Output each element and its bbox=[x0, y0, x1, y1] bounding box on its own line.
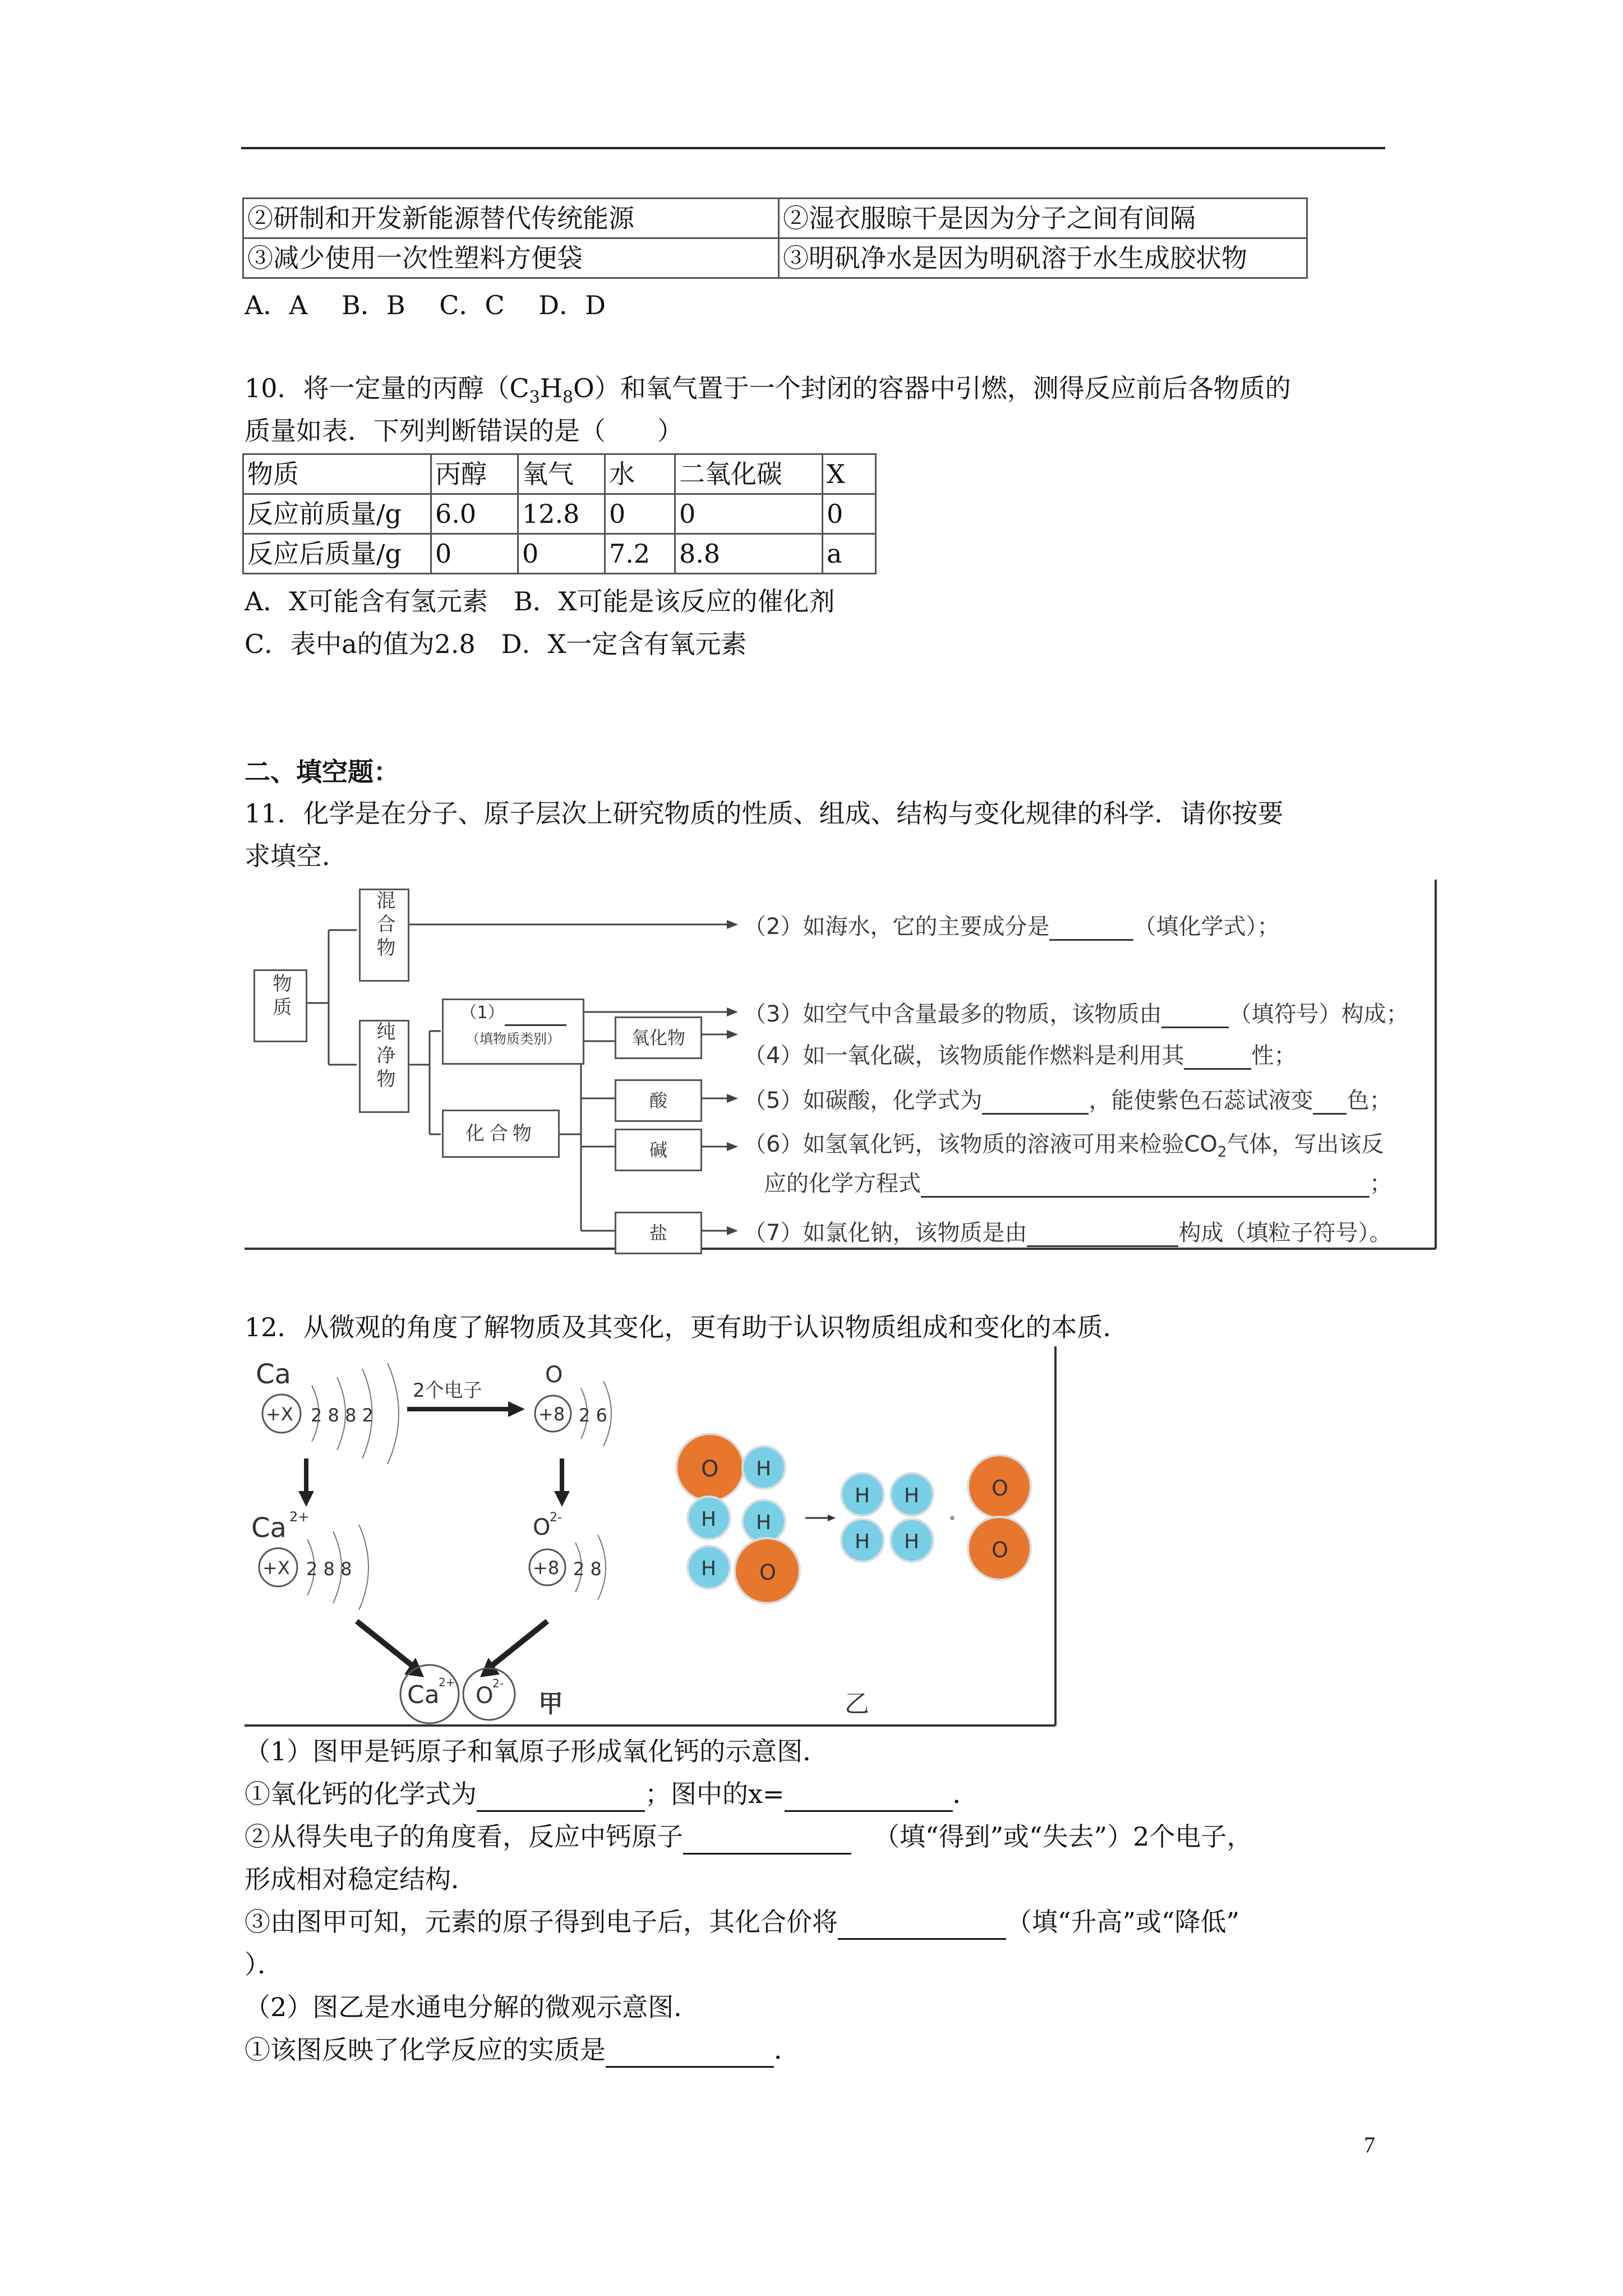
table-row bbox=[243, 534, 876, 574]
box-label: 氧化物 bbox=[631, 1027, 685, 1048]
answer-blank bbox=[785, 1782, 953, 1812]
nucleus-charge: +X bbox=[266, 1404, 293, 1425]
section-title: 二、填空题： bbox=[245, 757, 399, 787]
box-label: 物质 bbox=[269, 973, 292, 1020]
subscript: 8 bbox=[562, 388, 574, 408]
table-cell: ③减少使用一次性塑料方便袋 bbox=[243, 238, 779, 278]
hydrogen-molecule-1 bbox=[841, 1473, 884, 1562]
table-cell: a bbox=[823, 534, 876, 574]
text-fragment: ②从得失电子的角度看，反应中钙原子 bbox=[245, 1821, 683, 1852]
atom-label: H bbox=[855, 1530, 870, 1553]
item-text: 气体，写出该反 bbox=[1227, 1131, 1384, 1157]
table-header: 丙醇 bbox=[431, 454, 518, 494]
product-o-symbol: O bbox=[476, 1683, 494, 1709]
atom-label: O bbox=[992, 1538, 1008, 1562]
item-text: （4）如一氧化碳，该物质能作燃料是利用其 bbox=[744, 1043, 1184, 1069]
text-fragment: ③由图甲可知，元素的原子得到电子后，其化合价将 bbox=[245, 1907, 838, 1937]
text-fragment: ． bbox=[952, 1779, 979, 1809]
q9-options: A．A B．B C．C D．D bbox=[245, 290, 606, 320]
item-text: （7）如氯化钠，该物质是由 bbox=[744, 1220, 1027, 1246]
box-mixture bbox=[359, 889, 409, 982]
table-cell: 0 bbox=[675, 494, 823, 534]
text-fragment: ①氧化钙的化学式为 bbox=[245, 1779, 477, 1809]
blank-line bbox=[1049, 917, 1133, 941]
table-header: 水 bbox=[605, 454, 675, 494]
answer-blank bbox=[606, 2038, 774, 2068]
table-cell: 12.8 bbox=[518, 494, 605, 534]
q12-figure bbox=[245, 1346, 1058, 1728]
table-row bbox=[243, 494, 876, 534]
text-fragment: （填“得到”或“失去”）2个电子， bbox=[874, 1821, 1253, 1852]
item-text: （6）如氢氧化钙，该物质的溶液可用来检验CO bbox=[744, 1131, 1218, 1157]
table-header: X bbox=[823, 454, 876, 494]
ion-charge: 2+ bbox=[439, 1676, 455, 1689]
product-ca-symbol: Ca bbox=[407, 1681, 440, 1709]
figure-label-jia: 甲 bbox=[538, 1690, 563, 1718]
table-cell: ②湿衣服晾干是因为分子之间有间隔 bbox=[779, 199, 1307, 238]
ion-charge: 2- bbox=[492, 1677, 504, 1690]
table-header-row bbox=[243, 454, 876, 494]
table-row bbox=[243, 238, 1307, 278]
nucleus-charge: +8 bbox=[533, 1557, 560, 1579]
q12-part1-3-cont: ）． bbox=[245, 1949, 283, 1980]
atom-label: O bbox=[992, 1476, 1008, 1501]
box-label: （1） bbox=[460, 1003, 505, 1023]
item-text: （5）如碳酸，化学式为 bbox=[744, 1088, 983, 1114]
ion-charge: 2+ bbox=[289, 1509, 310, 1525]
item-text: （填化学式）； bbox=[1133, 914, 1280, 940]
atom-label: H bbox=[904, 1484, 920, 1507]
blank-line bbox=[1313, 1091, 1347, 1115]
table-cell: 0 bbox=[823, 494, 876, 534]
text-fragment: （填“升高”或“降低” bbox=[1006, 1907, 1240, 1937]
table-cell: 0 bbox=[605, 494, 675, 534]
blank-line bbox=[921, 1174, 1370, 1198]
q12-figure-svg bbox=[245, 1346, 1058, 1728]
ca-atom bbox=[256, 1359, 399, 1464]
box-substance bbox=[253, 969, 307, 1042]
item-6 bbox=[744, 1126, 1384, 1161]
table-cell: 6.0 bbox=[431, 494, 518, 534]
table-cell: ③明矾净水是因为明矾溶于水生成胶状物 bbox=[779, 238, 1307, 278]
q11-classification-diagram bbox=[245, 880, 1439, 1252]
text-fragment: ①该图反映了化学反应的实质是 bbox=[245, 2035, 606, 2065]
answer-blank bbox=[477, 1782, 645, 1812]
ion-charge: 2- bbox=[550, 1511, 562, 1525]
box-label: 盐 bbox=[649, 1222, 667, 1244]
blank-line bbox=[1184, 1046, 1251, 1070]
text-fragment: ；图中的x= bbox=[645, 1779, 785, 1809]
box-label: 混合物 bbox=[373, 890, 395, 961]
answer-blank bbox=[838, 1910, 1006, 1940]
box-label: 纯净物 bbox=[373, 1022, 395, 1092]
item-text: 应的化学方程式 bbox=[764, 1171, 921, 1197]
q9-table bbox=[242, 197, 1308, 279]
arrow-label: 2个电子 bbox=[413, 1379, 482, 1402]
answer-blank bbox=[683, 1825, 851, 1855]
q10-stem-part: 10．将一定量的丙醇（C bbox=[245, 373, 529, 403]
blank-line bbox=[1027, 1223, 1178, 1247]
box-oxide bbox=[615, 1016, 702, 1059]
table-header: 物质 bbox=[243, 454, 431, 494]
q11-stem-line2: 求填空． bbox=[245, 841, 348, 871]
item-text: 性； bbox=[1251, 1043, 1297, 1069]
subscript: 2 bbox=[1217, 1144, 1227, 1161]
table-cell: 反应前质量/g bbox=[243, 494, 431, 534]
atom-label: O bbox=[701, 1456, 719, 1482]
atom-label: H bbox=[701, 1557, 717, 1580]
box-blank-category bbox=[442, 999, 584, 1065]
text-fragment: ． bbox=[774, 2035, 800, 2065]
q10-options-cd: C．表中a的值为2.8 D．X一定含有氧元素 bbox=[245, 629, 747, 659]
atom-label: H bbox=[701, 1508, 717, 1531]
figure-label-yi: 乙 bbox=[845, 1690, 869, 1718]
q10-stem-line1 bbox=[245, 370, 1291, 416]
o-atom bbox=[535, 1362, 611, 1446]
shell-electrons: 2 6 bbox=[579, 1405, 607, 1426]
nucleus-charge: +X bbox=[262, 1557, 290, 1579]
ca-ion bbox=[251, 1509, 368, 1610]
atom-label: H bbox=[904, 1530, 920, 1553]
item-5 bbox=[744, 1083, 1391, 1115]
shell-electrons: 2 8 8 2 bbox=[311, 1405, 374, 1426]
box-label: 碱 bbox=[649, 1139, 667, 1161]
box-pure bbox=[359, 1020, 409, 1113]
o-symbol: O bbox=[545, 1362, 563, 1388]
atom-label: H bbox=[855, 1484, 870, 1507]
table-cell: 0 bbox=[518, 534, 605, 574]
item-3 bbox=[744, 996, 1408, 1028]
box-compound bbox=[442, 1110, 560, 1158]
ca-ion-symbol: Ca bbox=[251, 1512, 287, 1544]
o-ion-symbol: O bbox=[533, 1515, 551, 1540]
q12-stem: 12．从微观的角度了解物质及其变化，更有助于认识物质组成和变化的本质． bbox=[245, 1312, 1129, 1342]
header-rule bbox=[241, 147, 1385, 149]
q10-stem-part: O）和氧气置于一个封闭的容器中引燃，测得反应前后各物质的 bbox=[573, 373, 1291, 403]
atom-label: H bbox=[756, 1511, 772, 1534]
table-header: 二氧化碳 bbox=[675, 454, 823, 494]
q12-part2: （2）图乙是水通电分解的微观示意图． bbox=[245, 1992, 700, 2022]
item-text: 色； bbox=[1347, 1088, 1392, 1114]
item-text: ； bbox=[1370, 1171, 1392, 1197]
item-text: （3）如空气中含量最多的物质，该物质由 bbox=[744, 1001, 1162, 1027]
ca-symbol: Ca bbox=[256, 1359, 291, 1390]
table-row bbox=[243, 199, 1307, 238]
table-cell: 0 bbox=[431, 534, 518, 574]
q11-stem-line1: 11．化学是在分子、原子层次上研究物质的性质、组成、结构与变化规律的科学．请你按要 bbox=[245, 798, 1284, 829]
q12-part1-2 bbox=[245, 1819, 1252, 1855]
q12-part2-1 bbox=[245, 2032, 800, 2068]
item-text: ，能使紫色石蕊试液变 bbox=[1089, 1088, 1313, 1114]
item-text: （2）如海水，它的主要成分是 bbox=[744, 914, 1050, 940]
q10-stem-part: H bbox=[540, 373, 562, 403]
atom-label: H bbox=[756, 1457, 772, 1480]
item-2 bbox=[744, 909, 1279, 941]
shell-electrons: 2 8 8 bbox=[306, 1558, 352, 1580]
q12-part1-2-cont: 形成相对稳定结构． bbox=[245, 1864, 477, 1894]
oxygen-molecule bbox=[968, 1455, 1031, 1580]
box-base bbox=[615, 1129, 702, 1171]
blank-line bbox=[1161, 1004, 1229, 1028]
item-text: 构成（填粒子符号）。 bbox=[1178, 1220, 1392, 1246]
box-hint: （填物质类别） bbox=[466, 1031, 560, 1047]
table-cell: 反应后质量/g bbox=[243, 534, 431, 574]
page-number: 7 bbox=[1364, 2132, 1375, 2157]
table-cell: 7.2 bbox=[605, 534, 675, 574]
q10-stem-line2: 质量如表．下列判断错误的是（ ） bbox=[245, 416, 683, 446]
blank-line bbox=[505, 1007, 566, 1026]
item-7 bbox=[744, 1215, 1391, 1247]
item-4 bbox=[744, 1038, 1296, 1070]
shell-electrons: 2 8 bbox=[573, 1558, 602, 1580]
blank-line bbox=[982, 1091, 1089, 1115]
atom-label: O bbox=[759, 1560, 776, 1585]
item-6-cont bbox=[764, 1166, 1392, 1198]
box-acid bbox=[615, 1079, 702, 1122]
q12-part1: （1）图甲是钙原子和氧原子形成氧化钙的示意图． bbox=[245, 1736, 829, 1766]
o-ion bbox=[529, 1511, 606, 1600]
subscript: 3 bbox=[529, 388, 540, 408]
q10-table bbox=[242, 453, 877, 574]
table-header: 氧气 bbox=[518, 454, 605, 494]
box-label: 化合物 bbox=[465, 1122, 536, 1145]
q12-part1-1 bbox=[245, 1776, 979, 1812]
item-text: （填符号）构成； bbox=[1229, 1001, 1409, 1027]
q12-part1-3 bbox=[245, 1904, 1239, 1940]
table-cell: 8.8 bbox=[675, 534, 823, 574]
table-cell: ②研制和开发新能源替代传统能源 bbox=[243, 199, 779, 238]
box-salt bbox=[615, 1212, 702, 1254]
box-label: 酸 bbox=[649, 1090, 667, 1111]
q10-options-ab: A．X可能含有氢元素 B．X可能是该反应的催化剂 bbox=[245, 586, 835, 616]
plus-sign bbox=[950, 1516, 955, 1520]
hydrogen-molecule-2 bbox=[891, 1473, 933, 1562]
nucleus-charge: +8 bbox=[538, 1404, 565, 1425]
